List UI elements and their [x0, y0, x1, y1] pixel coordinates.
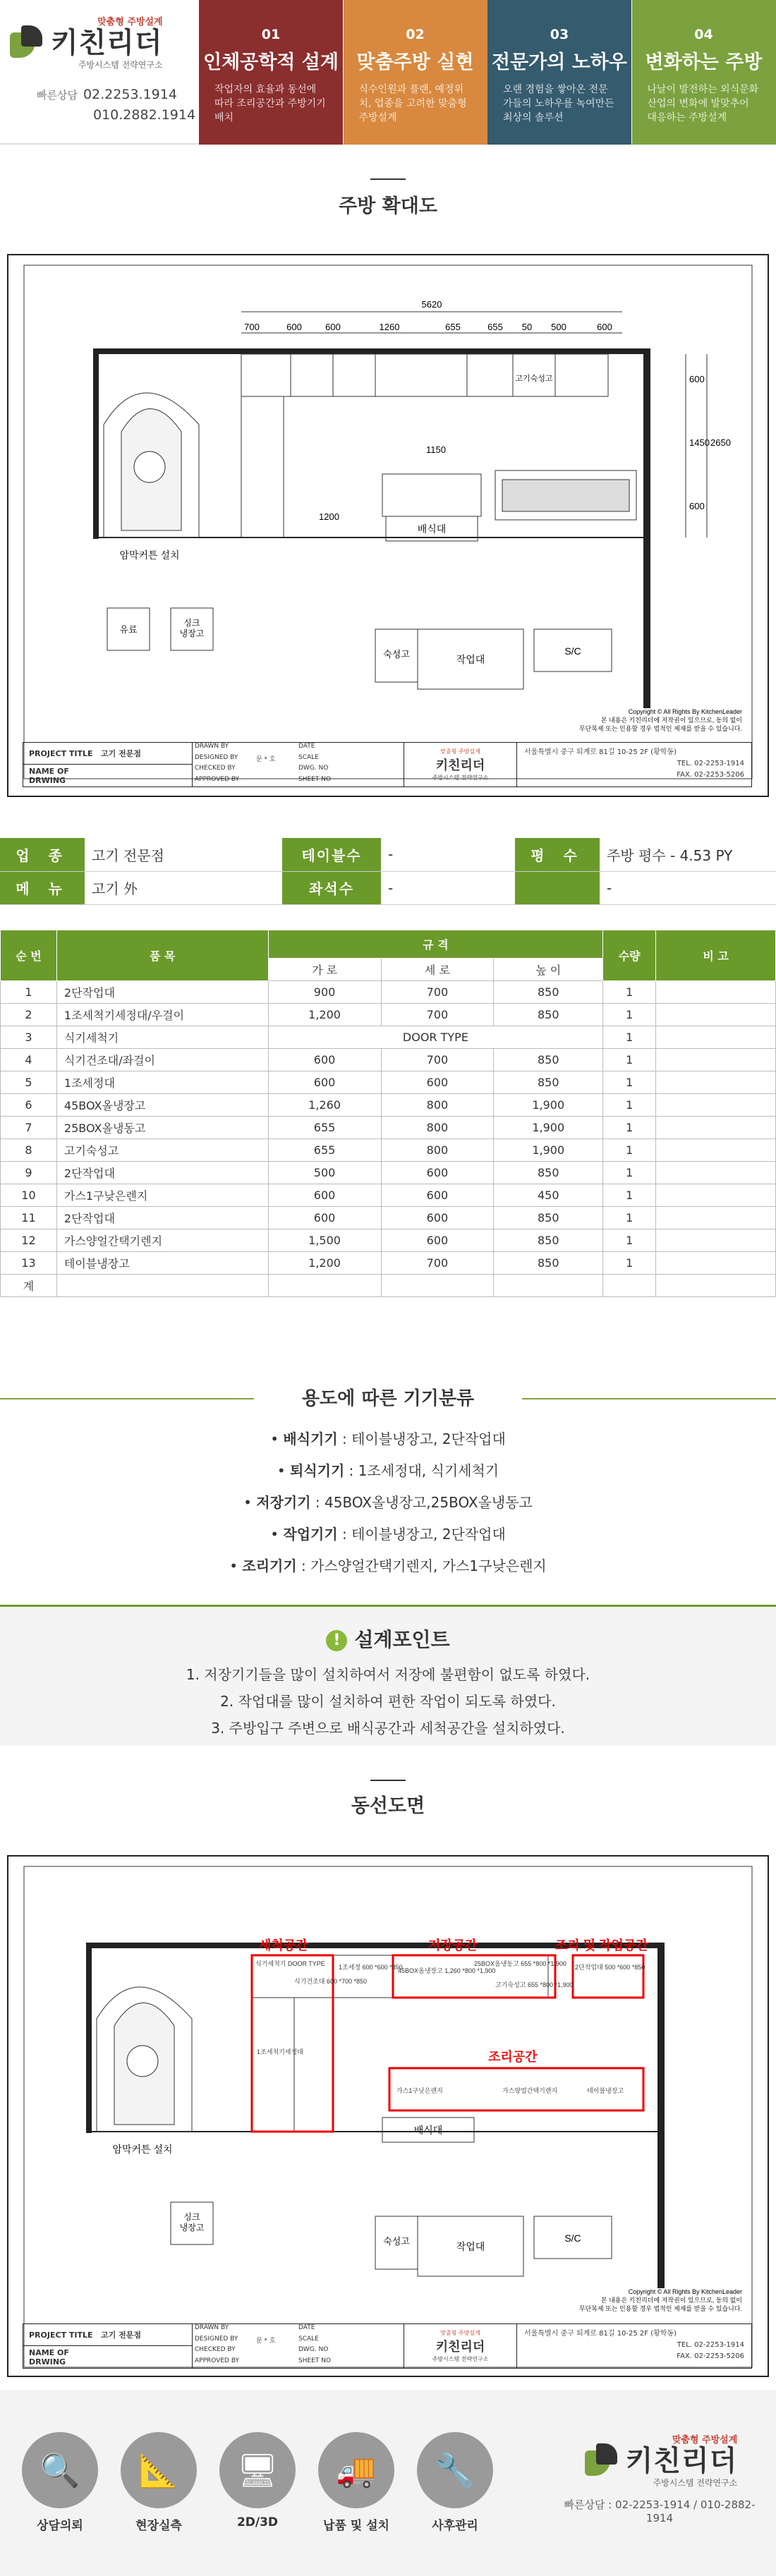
- dim-655b: 655: [487, 322, 503, 332]
- design-point: 3. 주방입구 주변으로 배식공간과 세척공간을 설치하였다.: [211, 1720, 565, 1737]
- tb-brand-sub: 주방시스템 전략연구소: [432, 774, 489, 781]
- title-block: [23, 742, 752, 787]
- flow-h: 가스1구낮은렌지: [396, 2087, 443, 2094]
- footer-brand-name: 키친리더: [625, 2445, 738, 2477]
- dim-50: 50: [521, 322, 533, 332]
- tb-approved: APPROVED BY: [195, 775, 240, 783]
- design-point: 1. 저장기기들을 많이 설치하여서 저장에 불편함이 없도록 하였다.: [186, 1666, 590, 1683]
- dim-600b: 600: [325, 322, 341, 332]
- dim-right-600a: 600: [689, 374, 705, 384]
- flow-j: 테이블냉장고: [587, 2087, 624, 2094]
- dim-1260: 1260: [379, 322, 400, 332]
- flow-k: 가스양얼간택기렌지: [502, 2087, 558, 2094]
- step-desc: 식수인원과 플랜, 예정위치, 업종을 고려한 맞춤형 주방설계: [358, 84, 467, 123]
- info-seats-label: 좌석수: [282, 871, 381, 904]
- label-sc: S/C: [564, 645, 581, 657]
- spec-head-note: 비 고: [656, 930, 776, 981]
- tb-brand: 키친리더: [435, 758, 485, 773]
- table-row: 9 2단작업대 500 600 850 1: [1, 1162, 776, 1184]
- flow-d: 45BOX올냉장고 1,260 *800 *1,900: [398, 1967, 496, 1974]
- tb-project-label: PROJECT TITLE: [29, 748, 93, 758]
- spec-head-size: 규 격: [268, 930, 603, 959]
- footer-service-buttons: [21, 2432, 494, 2533]
- footer-button-5[interactable]: [416, 2432, 494, 2533]
- tb-sheet: SHEET NO: [298, 775, 332, 783]
- dim-1150: 1150: [426, 444, 446, 455]
- section-divider-2: [370, 1780, 406, 1781]
- flow-tb-scale: SCALE: [298, 2335, 319, 2343]
- logo-sub: 주방시스템 전략연구소: [78, 60, 163, 70]
- flow-tb-dwg: DWG. NO: [298, 2346, 329, 2353]
- flow-tb-date: DATE: [298, 2324, 315, 2331]
- footer-button-label: 상담의뢰: [37, 2519, 83, 2533]
- design-point: 2. 작업대를 많이 설치하여 편한 작업이 되도록 하였다.: [220, 1693, 556, 1710]
- flow-label-sc: S/C: [564, 2232, 581, 2244]
- service-icon: 📐: [121, 2432, 197, 2508]
- spec-head-h: 높 이: [494, 959, 603, 981]
- flow-tb-brand: 키친리더: [435, 2340, 485, 2355]
- flow-i: 1조세척기세정대: [257, 2048, 303, 2055]
- tb-designed-val: 문 * 호: [256, 755, 276, 763]
- tb-date: DATE: [298, 743, 315, 750]
- step-title: 변화하는 주방: [645, 51, 763, 73]
- table-row: 5 1조세정대 600 600 850 1: [1, 1071, 776, 1094]
- logo-icon: [7, 23, 47, 62]
- flow-tb-name-label: NAME OF DRWING: [29, 2347, 69, 2367]
- page-footer: [0, 2390, 776, 2576]
- service-icon: 🔧: [417, 2432, 493, 2508]
- brand-block: [7, 14, 198, 141]
- step-title: 인체공학적 설계: [203, 51, 339, 73]
- table-row: 3 식기세척기 DOOR TYPE 1: [1, 1026, 776, 1049]
- tb-drawn: DRAWN BY: [195, 743, 229, 750]
- spec-head-no: 순 번: [1, 930, 57, 981]
- tb-address: 서울특별시 중구 퇴계로 81길 10-25 2F (황학동): [524, 748, 677, 756]
- table-row: 11 2단작업대 600 600 850 1: [1, 1207, 776, 1229]
- spec-head-w: 가 로: [268, 959, 381, 981]
- table-row: 2 1조세척기세정대/우걸이 1,200 700 850 1: [1, 1004, 776, 1026]
- info-menu-label: 메 뉴: [0, 871, 85, 904]
- footer-button-label: 현장실측: [135, 2519, 182, 2533]
- flow-copyright-1: 본 내용은 키친리더에 저작권이 있으므로, 동의 없이: [600, 2297, 742, 2304]
- flow-f: 고기숙성고 655 *800 *1,900: [495, 1981, 574, 1988]
- dim-600c: 600: [597, 322, 612, 332]
- label-sangje: 유료: [119, 624, 138, 635]
- info-area-label: 평 수: [515, 838, 600, 871]
- exclamation-icon: !: [326, 1630, 347, 1651]
- flow-tb-address: 서울특별시 중구 퇴계로 81길 10-25 2F (황학동): [524, 2330, 677, 2338]
- dim-600a: 600: [286, 322, 302, 332]
- step-num: 03: [550, 27, 569, 42]
- flow-label-aging: 숙성고: [383, 2236, 410, 2247]
- step-title: 전문가의 노하우: [492, 51, 627, 73]
- phone-1[interactable]: 02.2253.1914: [83, 87, 177, 102]
- flow-tb-project-label: PROJECT TITLE: [29, 2330, 93, 2340]
- tb-project-value: 고기 전문점: [101, 749, 141, 758]
- flow-label-dish: 배식대: [413, 2125, 443, 2136]
- spec-head-qty: 수량: [603, 930, 656, 981]
- section-title-flow: 동선도면: [351, 1795, 425, 1817]
- usage-item: • 퇴식기기 : 1조세정대, 식기세척기: [277, 1462, 499, 1479]
- info-business: 고기 전문점: [85, 838, 282, 871]
- label-curtain: 암막커튼 설치: [119, 549, 180, 561]
- design-points: [0, 1605, 776, 1746]
- label-sink: 싱크: [183, 618, 200, 628]
- footer-button-label: 2D/3D: [236, 2515, 279, 2529]
- header-step-1[interactable]: [199, 0, 343, 145]
- flow-g: 2단작업대 500 *600 *850: [575, 1964, 645, 1971]
- dim-655a: 655: [445, 322, 461, 332]
- info-business-label: 업 종: [0, 838, 85, 871]
- info-area: 주방 평수 - 4.53 PY: [600, 838, 776, 871]
- label-aging: 숙성고: [383, 649, 410, 660]
- logo-slogan: 맞춤형 주방설계: [97, 17, 163, 28]
- dim-right-1450: 1450: [689, 437, 710, 448]
- zone-storage-label: 저장공간: [428, 1938, 478, 1952]
- footer-logo-icon: [582, 2441, 622, 2480]
- flow-label-sink: 싱크: [183, 2212, 200, 2222]
- flow-c: 1조세정 600 *600 *850: [339, 1964, 403, 1971]
- info-extra-label: [515, 871, 600, 904]
- table-row: 1 2단작업대 900 700 850 1: [1, 981, 776, 1004]
- flow-tb-approved: APPROVED BY: [195, 2357, 240, 2364]
- zone-prep-label: 조리 및 작업공간: [555, 1938, 648, 1952]
- footer-button-1[interactable]: [21, 2432, 99, 2533]
- copyright: Copyright © All Rights By KitchenLeader: [628, 708, 742, 715]
- flow-label-work: 작업대: [456, 2241, 485, 2252]
- flow-a: 식기세척기 DOOR TYPE: [255, 1960, 325, 1967]
- info-extra: -: [600, 871, 776, 904]
- usage-title: 용도에 따른 기기분류: [301, 1388, 475, 1409]
- design-title-row: [0, 1624, 776, 1653]
- label-fridge: 냉장고: [179, 628, 205, 638]
- tb-checked: CHECKED BY: [195, 765, 236, 772]
- flow-title-block: [23, 2323, 752, 2369]
- kitchen-plan-drawing: [8, 255, 768, 796]
- service-icon: 🖥: [219, 2432, 296, 2508]
- section-title-plan: 주방 확대도: [339, 195, 437, 217]
- service-icon: 🚚: [318, 2432, 394, 2508]
- flow-tb-sheet: SHEET NO: [298, 2357, 332, 2364]
- flow-tb-brand-sub: 주방시스템 전략연구소: [432, 2356, 489, 2362]
- usage-item: • 저장기기 : 45BOX올냉장고,25BOX올냉동고: [243, 1494, 533, 1511]
- flow-tb-designed: DESIGNED BY: [195, 2335, 238, 2343]
- table-row: 7 25BOX올냉동고 655 800 1,900 1: [1, 1117, 776, 1139]
- zone-wash-label: 세척공간: [259, 1938, 308, 1952]
- footer-brand: [557, 2432, 762, 2525]
- info-menu: 고기 外: [85, 871, 282, 904]
- step-desc: 작업자의 효율과 동선에 따라 조리공간과 주방기기 배치: [214, 84, 326, 123]
- table-row: 13 테이블냉장고 1,200 700 850 1: [1, 1252, 776, 1275]
- table-row: 6 45BOX올냉장고 1,260 800 1,900 1: [1, 1094, 776, 1117]
- design-title: 설계포인트: [354, 1628, 450, 1651]
- flow-label-curtain: 암막커튼 설치: [112, 2144, 173, 2155]
- dim-1200: 1200: [319, 511, 339, 522]
- tb-tel: TEL. 02-2253-1914: [677, 760, 744, 767]
- flow-tb-project-value: 고기 전문점: [101, 2331, 141, 2340]
- zone-cook-label: 조리공간: [488, 2050, 538, 2064]
- kitchen-plan-frame: [7, 254, 769, 797]
- usage-list: [0, 1423, 776, 1582]
- dim-total: 5620: [421, 299, 442, 310]
- flow-tb-drawn: DRAWN BY: [195, 2324, 229, 2331]
- usage-item: • 작업기기 : 테이블냉장고, 2단작업대: [270, 1526, 506, 1543]
- flow-b: 식기건조대 600 *700 *850: [294, 1978, 368, 1985]
- flow-tb-tel: TEL. 02-2253-1914: [677, 2341, 744, 2349]
- flow-tb-slogan: 맞춤형 주방설계: [440, 2330, 480, 2336]
- footer-button-4[interactable]: [317, 2432, 395, 2533]
- tb-designed: DESIGNED BY: [195, 753, 238, 761]
- table-row: 10 가스1구낮은렌지 600 600 450 1: [1, 1184, 776, 1207]
- flow-tb-checked: CHECKED BY: [195, 2346, 236, 2353]
- footer-brand-sub: 주방시스템 전략연구소: [653, 2478, 738, 2488]
- service-icon: 🔍: [22, 2432, 98, 2508]
- spec-table: [0, 930, 776, 1297]
- phone-2[interactable]: 010.2882.1914: [93, 107, 196, 123]
- dim-right-2650: 2650: [710, 437, 731, 448]
- table-row: 4 식기건조대/좌걸이 600 700 850 1: [1, 1049, 776, 1071]
- table-row-total: 계: [1, 1275, 776, 1297]
- step-num: 02: [406, 27, 425, 42]
- footer-slogan: 맞춤형 주방설계: [672, 2435, 738, 2446]
- step-num: 04: [694, 27, 713, 42]
- step-desc: 나날이 발전하는 외식문화 산업의 변화에 발맞추어 대응하는 주방설계: [647, 84, 759, 123]
- spec-head-d: 세 로: [381, 959, 494, 981]
- logo-name: 키친리더: [51, 27, 163, 59]
- label-upper: 고기숙성고: [515, 375, 553, 383]
- header-step-3[interactable]: [487, 0, 631, 145]
- table-row: 8 고기숙성고 655 800 1,900 1: [1, 1139, 776, 1162]
- footer-contact[interactable]: 빠른상담 : 02-2253-1914 / 010-2882-1914: [564, 2498, 756, 2525]
- info-seats: -: [381, 871, 515, 904]
- flow-label-fridge: 냉장고: [179, 2223, 205, 2232]
- tb-slogan: 맞춤형 주방설계: [440, 748, 480, 755]
- spec-head-item: 품 목: [56, 930, 268, 981]
- info-table: [0, 838, 776, 905]
- table-row: 12 가스양얼간택기렌지 1,500 600 850 1: [1, 1229, 776, 1252]
- step-title: 맞춤주방 실현: [356, 51, 474, 73]
- usage-item: • 배식기기 : 테이블냉장고, 2단작업대: [270, 1430, 506, 1447]
- label-dish: 배식대: [417, 523, 447, 535]
- step-desc: 오랜 경험을 쌓아온 전문가들의 노하우를 녹여만든 최상의 솔루션: [503, 84, 614, 123]
- logo[interactable]: [7, 14, 198, 71]
- section-divider: [370, 178, 406, 180]
- flow-copyright-2: 무단복제 또는 인용할 경우 법적인 제재를 받을 수 있습니다.: [578, 2305, 742, 2312]
- tb-logo: [404, 743, 517, 786]
- usage-item: • 조리기기 : 가스양얼간택기렌지, 가스1구낮은렌지: [229, 1557, 547, 1574]
- flow-plan-drawing: [8, 1857, 768, 2376]
- footer-button-2[interactable]: [120, 2432, 198, 2533]
- footer-button-3[interactable]: [219, 2432, 296, 2533]
- dim-700: 700: [244, 322, 260, 332]
- info-tables: -: [381, 838, 515, 871]
- flow-tb-logo: [404, 2324, 517, 2368]
- step-num: 01: [261, 27, 281, 42]
- page-header: [0, 0, 776, 145]
- dim-500: 500: [551, 322, 566, 332]
- flow-e: 25BOX올냉동고 655 *800 *1,900: [474, 1960, 566, 1967]
- zone-prep: [573, 1955, 643, 1998]
- footer-button-label: 납품 및 설치: [323, 2519, 389, 2533]
- flow-copyright: Copyright © All Rights By KitchenLeader: [628, 2288, 742, 2295]
- flow-tb-designed-val: 문 * 호: [256, 2337, 276, 2345]
- info-tables-label: 테이블수: [282, 838, 381, 871]
- tb-scale: SCALE: [298, 753, 319, 761]
- label-work: 작업대: [456, 654, 485, 665]
- header-step-2[interactable]: [344, 0, 487, 145]
- tb-name-label: NAME OF DRWING: [29, 766, 69, 785]
- copyright-note-2: 무단복제 또는 인용할 경우 법적인 제재를 받을 수 있습니다.: [578, 725, 742, 732]
- copyright-note-1: 본 내용은 키친리더에 저작권이 있으므로, 동의 없이: [600, 717, 742, 724]
- flow-plan-frame: [7, 1855, 769, 2377]
- phone-label: 빠른상담: [37, 89, 78, 102]
- tb-dwg: DWG. NO: [298, 765, 329, 772]
- dim-right-600b: 600: [689, 501, 705, 511]
- flow-tb-fax: FAX. 02-2253-5206: [677, 2352, 744, 2360]
- phone-block: [37, 85, 198, 125]
- footer-button-label: 사후관리: [432, 2519, 478, 2533]
- header-step-4[interactable]: [632, 0, 776, 145]
- tb-fax: FAX. 02-2253-5206: [677, 771, 744, 779]
